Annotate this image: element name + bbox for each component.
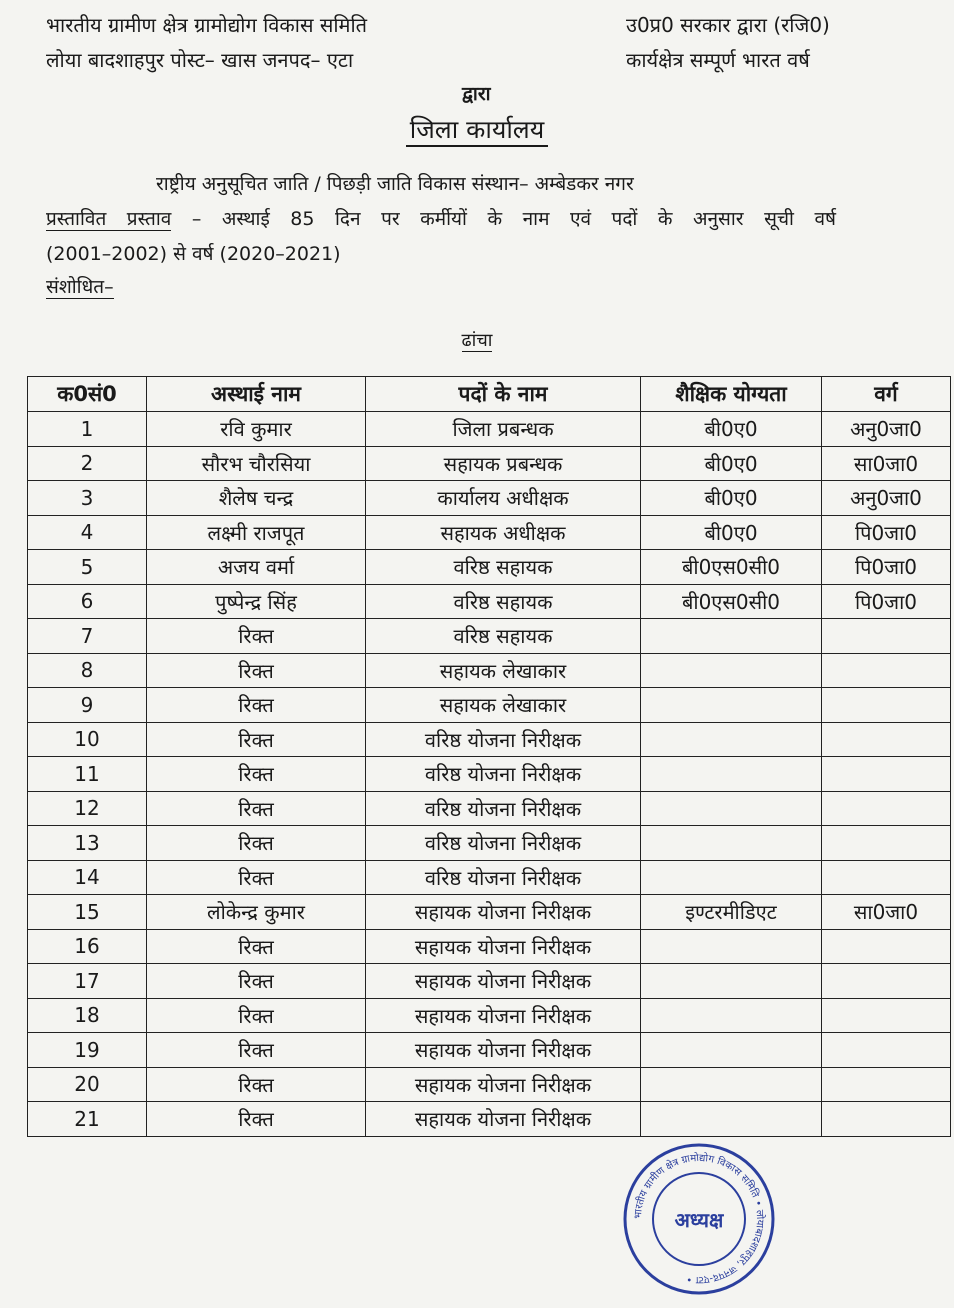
cell-post: वरिष्ठ योजना निरीक्षक [366, 757, 641, 792]
cell-category [822, 722, 951, 757]
cell-qualification: बी0एस0सी0 [641, 550, 822, 585]
table-row [28, 550, 951, 585]
table-row [28, 929, 951, 964]
col-header-category: वर्ग [822, 377, 951, 412]
cell-qualification [641, 1033, 822, 1068]
table-row [28, 998, 951, 1033]
proposal-label: प्रस्तावित प्रस्ताव [46, 208, 172, 230]
table-row [28, 515, 951, 550]
cell-post: सहायक योजना निरीक्षक [366, 998, 641, 1033]
cell-qualification [641, 964, 822, 999]
cell-serial: 6 [28, 584, 147, 619]
table-body [28, 412, 951, 1137]
cell-category [822, 826, 951, 861]
cell-name: रिक्त [147, 860, 366, 895]
cell-name: रिक्त [147, 722, 366, 757]
cell-post: वरिष्ठ योजना निरीक्षक [366, 826, 641, 861]
cell-category [822, 1067, 951, 1102]
table-row [28, 757, 951, 792]
cell-qualification: इण्टरमीडिएट [641, 895, 822, 930]
cell-serial: 10 [28, 722, 147, 757]
cell-serial: 3 [28, 481, 147, 516]
intro-line-3: (2001–2002) से वर्ष (2020–2021) [46, 243, 341, 265]
cell-post: वरिष्ठ सहायक [366, 619, 641, 654]
cell-serial: 2 [28, 446, 147, 481]
table-row [28, 619, 951, 654]
office-title-text: जिला कार्यालय [406, 115, 549, 147]
org-name: भारतीय ग्रामीण क्षेत्र ग्रामोद्योग विकास समिति [46, 13, 368, 37]
intro-line-2 [46, 205, 836, 231]
cell-category [822, 653, 951, 688]
org-address: लोया बादशाहपुर पोस्ट– खास जनपद– एटा [46, 48, 354, 72]
cell-name: रिक्त [147, 1102, 366, 1137]
cell-category: अनु0जा0 [822, 481, 951, 516]
cell-category: सा0जा0 [822, 895, 951, 930]
cell-category [822, 1033, 951, 1068]
cell-name: रिक्त [147, 826, 366, 861]
cell-post: वरिष्ठ योजना निरीक्षक [366, 860, 641, 895]
cell-post: सहायक अधीक्षक [366, 515, 641, 550]
cell-qualification: बी0ए0 [641, 481, 822, 516]
cell-name: रिक्त [147, 757, 366, 792]
cell-name: रिक्त [147, 1033, 366, 1068]
cell-post: कार्यालय अधीक्षक [366, 481, 641, 516]
cell-serial: 15 [28, 895, 147, 930]
org-header-right [626, 8, 830, 78]
cell-qualification [641, 826, 822, 861]
cell-category [822, 791, 951, 826]
cell-category: अनु0जा0 [822, 412, 951, 447]
cell-category [822, 688, 951, 723]
cell-serial: 21 [28, 1102, 147, 1137]
cell-category [822, 860, 951, 895]
cell-name: लोकेन्द्र कुमार [147, 895, 366, 930]
stamp-ring-textpath: भारतीय ग्रामीण क्षेत्र ग्रामोद्योग विकास समिति • लोयाबादशाहपुर, जनपद-एटा • [632, 1152, 766, 1286]
cell-serial: 5 [28, 550, 147, 585]
table-row [28, 826, 951, 861]
table-row [28, 895, 951, 930]
cell-serial: 20 [28, 1067, 147, 1102]
cell-serial: 1 [28, 412, 147, 447]
cell-serial: 16 [28, 929, 147, 964]
cell-qualification [641, 722, 822, 757]
cell-post: सहायक योजना निरीक्षक [366, 929, 641, 964]
table-row [28, 791, 951, 826]
cell-name: रिक्त [147, 653, 366, 688]
cell-category: पि0जा0 [822, 550, 951, 585]
table-row [28, 1102, 951, 1137]
table-row [28, 653, 951, 688]
cell-post: सहायक योजना निरीक्षक [366, 1033, 641, 1068]
table-row [28, 964, 951, 999]
cell-post: सहायक योजना निरीक्षक [366, 1102, 641, 1137]
cell-name: सौरभ चौरसिया [147, 446, 366, 481]
table-row [28, 722, 951, 757]
org-header-left [46, 8, 367, 78]
registration-note: उ0प्र0 सरकार द्वारा (रजि0) [626, 13, 830, 37]
cell-name: रिक्त [147, 998, 366, 1033]
cell-name: पुष्पेन्द्र सिंह [147, 584, 366, 619]
cell-serial: 14 [28, 860, 147, 895]
intro-line-1: राष्ट्रीय अनुसूचित जाति / पिछड़ी जाति विकास संस्थान– अम्बेडकर नगर [156, 173, 634, 195]
revised-label [46, 273, 836, 299]
cell-category [822, 1102, 951, 1137]
cell-category: पि0जा0 [822, 584, 951, 619]
cell-qualification [641, 791, 822, 826]
table-row [28, 1033, 951, 1068]
cell-qualification [641, 1067, 822, 1102]
cell-serial: 4 [28, 515, 147, 550]
col-header-name: अस्थाई नाम [147, 377, 366, 412]
table-row [28, 688, 951, 723]
cell-qualification [641, 998, 822, 1033]
jurisdiction-note: कार्यक्षेत्र सम्पूर्ण भारत वर्ष [626, 48, 810, 72]
cell-serial: 13 [28, 826, 147, 861]
cell-category [822, 998, 951, 1033]
staff-table [27, 376, 951, 1137]
cell-category [822, 757, 951, 792]
stamp-center-text: अध्यक्ष [674, 1208, 724, 1232]
table-row [28, 481, 951, 516]
table-header-row [28, 377, 951, 412]
cell-serial: 17 [28, 964, 147, 999]
cell-qualification [641, 688, 822, 723]
cell-name: शैलेष चन्द्र [147, 481, 366, 516]
cell-name: रिक्त [147, 688, 366, 723]
cell-serial: 11 [28, 757, 147, 792]
cell-name: रिक्त [147, 929, 366, 964]
cell-post: सहायक प्रबन्धक [366, 446, 641, 481]
cell-post: वरिष्ठ सहायक [366, 550, 641, 585]
cell-name: रिक्त [147, 619, 366, 654]
cell-serial: 9 [28, 688, 147, 723]
col-header-post: पदों के नाम [366, 377, 641, 412]
cell-name: रवि कुमार [147, 412, 366, 447]
cell-qualification: बी0ए0 [641, 446, 822, 481]
cell-post: सहायक योजना निरीक्षक [366, 1067, 641, 1102]
cell-post: वरिष्ठ सहायक [366, 584, 641, 619]
cell-qualification [641, 653, 822, 688]
cell-qualification [641, 619, 822, 654]
cell-category [822, 619, 951, 654]
cell-name: रिक्त [147, 1067, 366, 1102]
cell-qualification: बी0ए0 [641, 412, 822, 447]
cell-category: सा0जा0 [822, 446, 951, 481]
cell-category [822, 964, 951, 999]
cell-post: सहायक लेखाकार [366, 653, 641, 688]
cell-category [822, 929, 951, 964]
cell-qualification [641, 929, 822, 964]
cell-qualification: बी0एस0सी0 [641, 584, 822, 619]
table-row [28, 860, 951, 895]
table-row [28, 1067, 951, 1102]
structure-label-text: ढांचा [461, 330, 493, 351]
table-row [28, 412, 951, 447]
cell-qualification [641, 860, 822, 895]
cell-qualification: बी0ए0 [641, 515, 822, 550]
cell-name: रिक्त [147, 791, 366, 826]
col-header-serial: क0सं0 [28, 377, 147, 412]
cell-post: सहायक योजना निरीक्षक [366, 895, 641, 930]
cell-qualification [641, 1102, 822, 1137]
cell-post: सहायक लेखाकार [366, 688, 641, 723]
structure-label [0, 328, 954, 352]
cell-serial: 12 [28, 791, 147, 826]
col-header-qualification: शैक्षिक योग्यता [641, 377, 822, 412]
by-label: द्वारा [462, 83, 491, 105]
cell-serial: 8 [28, 653, 147, 688]
cell-post: वरिष्ठ योजना निरीक्षक [366, 722, 641, 757]
cell-name: अजय वर्मा [147, 550, 366, 585]
office-title [0, 112, 954, 146]
cell-qualification [641, 757, 822, 792]
cell-category: पि0जा0 [822, 515, 951, 550]
cell-post: सहायक योजना निरीक्षक [366, 964, 641, 999]
cell-name: लक्ष्मी राजपूत [147, 515, 366, 550]
table-row [28, 446, 951, 481]
cell-post: वरिष्ठ योजना निरीक्षक [366, 791, 641, 826]
table-row [28, 584, 951, 619]
cell-name: रिक्त [147, 964, 366, 999]
cell-serial: 7 [28, 619, 147, 654]
cell-serial: 18 [28, 998, 147, 1033]
official-stamp [622, 1142, 776, 1296]
cell-post: जिला प्रबन्धक [366, 412, 641, 447]
proposal-text: – अस्थाई 85 दिन पर कर्मीयों के नाम एवं पदों के अनुसार सूची वर्ष [171, 208, 836, 230]
cell-serial: 19 [28, 1033, 147, 1068]
revised-label-text: संशोधित– [46, 276, 114, 298]
